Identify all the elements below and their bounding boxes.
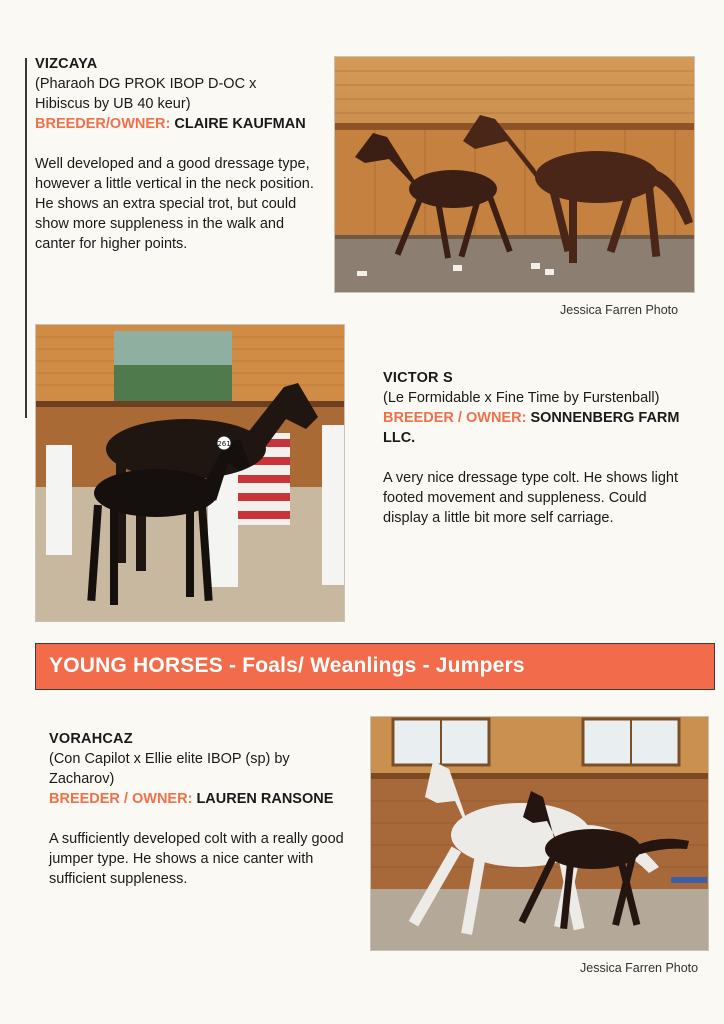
- photo-vizcaya: [334, 56, 695, 293]
- horse-name: VIZCAYA: [35, 56, 98, 72]
- photo-credit: Jessica Farren Photo: [580, 961, 699, 975]
- description: Well developed and a good dressage type, however a little vertical in the neck position. He shows an extra special trot, but could show more suppleness in the walk and canter for higher points.: [35, 156, 314, 252]
- competitor-number: 261: [217, 440, 231, 448]
- photo-vorahcaz: [370, 716, 709, 951]
- breeder-label: BREEDER/OWNER:: [35, 116, 171, 132]
- breeder-line: [383, 408, 693, 448]
- section-divider-line: [25, 58, 27, 418]
- description: A sufficiently developed colt with a really good jumper type. He shows a nice canter with sufficient suppleness.: [49, 831, 344, 887]
- pedigree: (Pharaoh DG PROK IBOP D-OC x Hibiscus by UB 40 keur): [35, 76, 257, 112]
- breeder-name: CLAIRE KAUFMAN: [174, 116, 306, 132]
- breeder-line: [49, 789, 349, 809]
- description: A very nice dressage type colt. He shows light footed movement and suppleness. Could display a little bit more self carriage.: [383, 470, 678, 526]
- entry-vorahcaz: [49, 729, 349, 889]
- photo-victor-s: [35, 324, 345, 622]
- breeder-name: SONNENBERG FARM LLC.: [383, 410, 680, 446]
- breeder-label: BREEDER / OWNER:: [49, 791, 193, 807]
- breeder-label: BREEDER / OWNER:: [383, 410, 527, 426]
- pedigree: (Con Capilot x Ellie elite IBOP (sp) by Zacharov): [49, 751, 290, 787]
- pedigree: (Le Formidable x Fine Time by Furstenball): [383, 390, 660, 406]
- breeder-line: [35, 114, 315, 134]
- horse-name: VICTOR S: [383, 370, 453, 386]
- breeder-name: LAUREN RANSONE: [196, 791, 334, 807]
- entry-vizcaya: [35, 54, 315, 254]
- photo-credit: Jessica Farren Photo: [560, 303, 679, 317]
- section-banner: YOUNG HORSES - Foals/ Weanlings - Jumpers: [35, 643, 715, 690]
- entry-victor-s: [383, 368, 693, 528]
- horse-name: VORAHCAZ: [49, 731, 133, 747]
